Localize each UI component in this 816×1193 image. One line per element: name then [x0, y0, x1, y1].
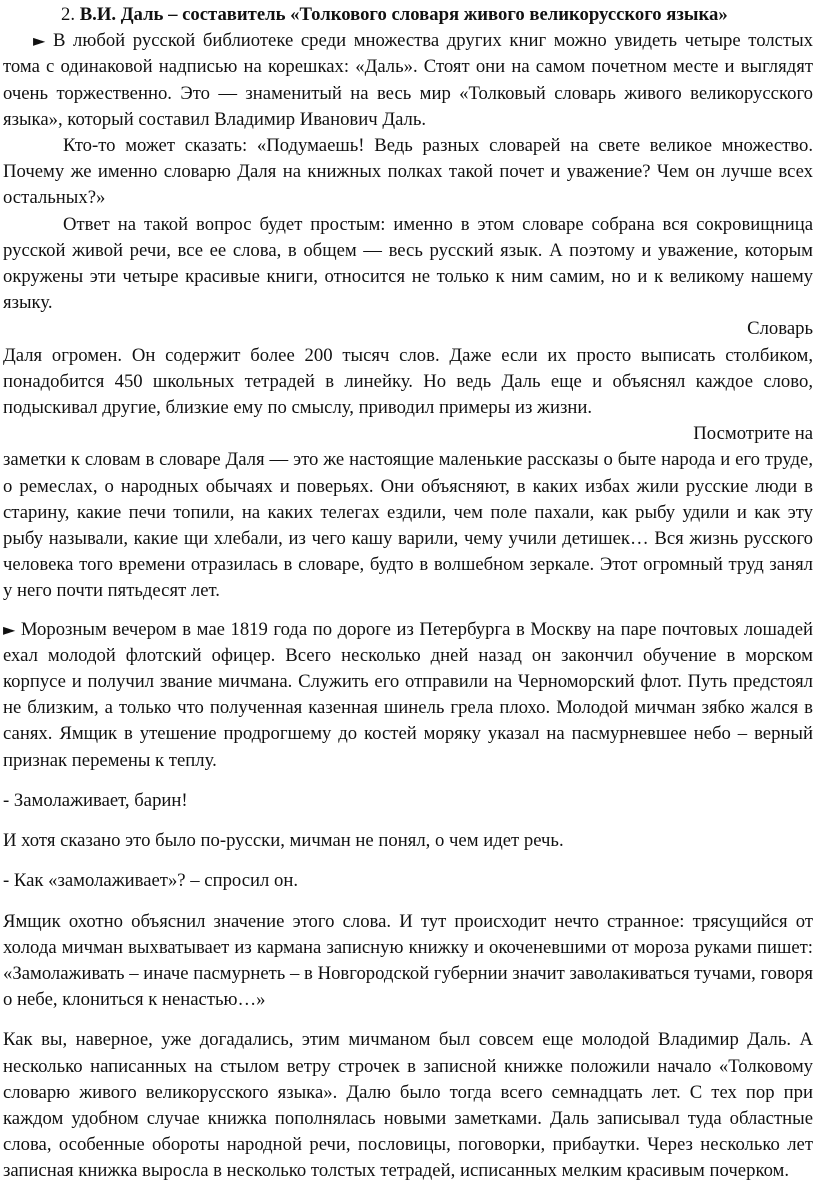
paragraph-size-start: Словарь [747, 318, 813, 340]
paragraph-conclusion: Как вы, наверное, уже догадались, этим мичманом был совсем еще молодой Владимир Даль. А несколько написанных на стылом ветру строчек в записной книжке положили начало «Толковому словарю живого великорусского языка». Далю было тогда всего семнадцать лет. С тех пор при каждом удобном случае книжка пополнялась новыми заметками. Даль записывал туда областные слова, особенные обороты народной речи, пословицы, поговорки, прибаутки. Через несколько лет записная книжка выросла в несколько толстых тетрадей, исписанных мелким красивым почерком. [3, 1029, 813, 1182]
paragraph-size [3, 343, 813, 448]
section-title: В.И. Даль – составитель «Толкового словаря живого великорусского языка» [79, 4, 728, 25]
paragraph-journey [3, 617, 813, 774]
dialogue-line-question: - Как «замолаживает»? – спросил он. [3, 870, 299, 892]
dialogue-line-narration: И хотя сказано это было по-русски, мичман не понял, о чем идет речь. [3, 830, 564, 852]
paragraph-answer-text: Ответ на такой вопрос будет простым: именно в этом словаре собрана вся сокровищница русской живой речи, все ее слова, в общем — весь русский язык. А поэтому и уважение, которым окружены эти четыре красивые книги, относится не только к ним самим, но и к великому нашему языку. [3, 213, 813, 314]
paragraph-answer [3, 212, 813, 343]
paragraph-question: Кто-то может сказать: «Подумаешь! Ведь разных словарей на свете великое множество. Почему же именно словарю Даля на книжных полках такой почет и уважение? Чем он лучше всех остальных?» [3, 135, 813, 209]
paragraph-journey-text: Морозным вечером в мае 1819 года по дороге из Петербурга в Москву на паре почтовых лошадей ехал молодой флотский офицер. Всего несколько дней назад он закончил обучение в морском корпусе и получил звание мичмана. Служить его отправили на Черноморский флот. Путь предстоял не близким, а только что полученная казенная шинель грела плохо. Молодой мичман зябко жался в санях. Ямщик в утешение продрогшему до костей моряку указал на пасмурневшее небо – верный признак перемены к теплу. [3, 618, 813, 771]
paragraph-intro-text: В любой русской библиотеке среди множества других книг можно увидеть четыре толстых тома с одинаковой надписью на корешках: «Даль». Стоят они на самом почетном месте и выглядят очень торжественно. Это — знаменитый на весь мир «Толковый словарь живого великорусского языка», который составил Владимир Иванович Даль. [3, 30, 813, 130]
pointer-arrow-icon: ► [33, 31, 46, 51]
pointer-arrow-icon: ► [3, 619, 16, 639]
paragraph-notes: заметки к словам в словаре Даля — это же настоящие маленькие рассказы о быте народа и его труде, о ремеслах, о народных обычаях и поверьях. Они объясняют, в каких избах жили русские люди в старину, какие печи топили, на каких телегах ездили, чем поле пахали, как рыбу удили и как эту рыбу называли, какие щи хлебали, из чего кашу варили, чему учили детишек… Вся жизнь русского человека того времени отразилась в словаре, будто в волшебном зеркале. Этот огромный труд занял у него почти пятьдесят лет. [3, 449, 813, 602]
dialogue-line-coachman: - Замолаживает, барин! [3, 789, 188, 811]
section-number: 2. [61, 4, 76, 25]
paragraph-notebook: Ямщик охотно объяснил значение этого слова. И тут происходит нечто странное: трясущийся от холода мичман выхватывает из кармана записную книжку и окоченевшими от мороза руками пишет: «Замолаживать – иначе пасмурнеть – в Новгородской губернии значит заволакиваться тучами, говоря о небе, клониться к ненастью…» [3, 910, 813, 1011]
paragraph-size-text: Даля огромен. Он содержит более 200 тысяч слов. Даже если их просто выписать столбиком, понадобится 450 школьных тетрадей в линейку. Но ведь Даль еще и объяснял каждое слово, подыскивал другие, близкие ему по смыслу, приводил примеры из жизни. [3, 344, 813, 419]
section-heading [3, 2, 813, 28]
paragraph-intro [3, 28, 813, 133]
paragraph-notes-start: Посмотрите на [693, 423, 813, 445]
